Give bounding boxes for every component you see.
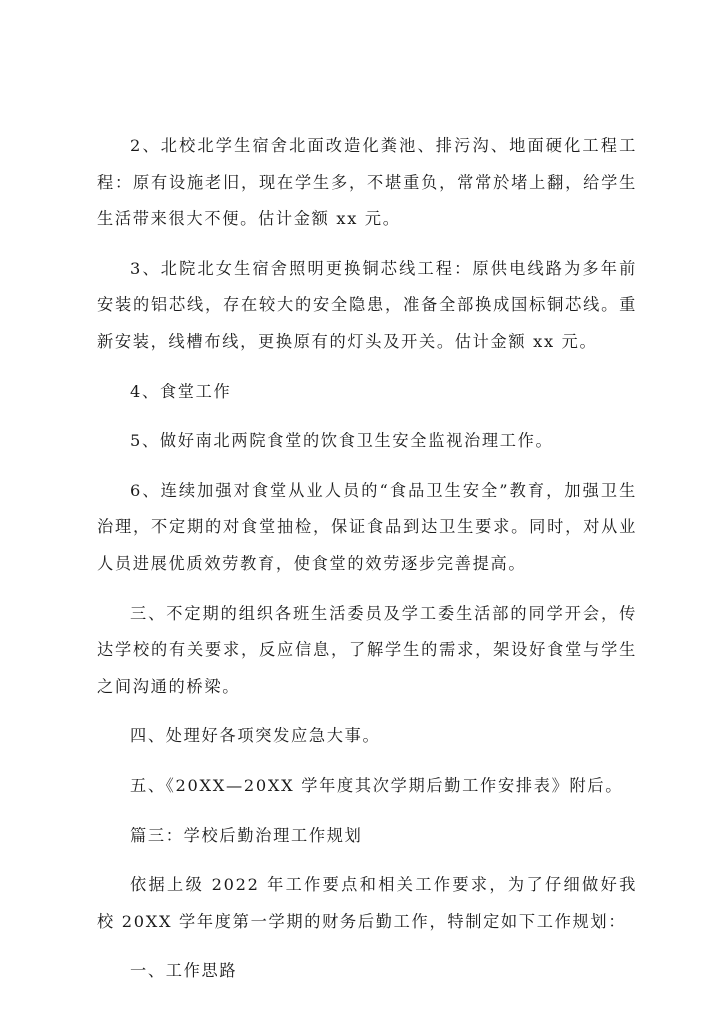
paragraph-item-6-staff-education: 6、连续加强对食堂从业人员的“食品卫生安全”教育，加强卫生治理，不定期的对食堂抽检，保证食品到达卫生要求。同时，对从业人员进展优质效劳教育，使食堂的效劳逐步完善提高。 [97,480,637,573]
paragraph-item-3-wiring: 3、北院北女生宿舍照明更换铜芯线工程：原供电线路为多年前安装的铝芯线，存在较大的安全隐患，准备全部换成国标铜芯线。重新安装，线槽布线，更换原有的灯头及开关。估计金额 xx 元。 [97,258,637,351]
paragraph-section-4-emergencies: 四、处理好各项突发应急大事。 [130,726,381,746]
paragraph-item-2-renovation: 2、北校北学生宿舍北面改造化粪池、排污沟、地面硬化工程工程：原有设施老旧，现在学生多，不堪重负，常常於堵上翻，给学生生活带来很大不便。估计金额 xx 元。 [97,136,637,229]
paragraph-item-5-food-safety: 5、做好南北两院食堂的饮食卫生安全监视治理工作。 [130,431,554,451]
paragraph-section-5-schedule: 五、《20XX—20XX 学年度其次学期后勤工作安排表》附后。 [130,775,624,795]
chapter-heading: 篇三：学校后勤治理工作规划 [130,825,363,845]
paragraph-section-3-meetings: 三、不定期的组织各班生活委员及学工委生活部的同学开会，传达学校的有关要求，反应信息，了解学生的需求，架设好食堂与学生之间沟通的桥梁。 [97,603,637,696]
paragraph-item-4-canteen: 4、食堂工作 [130,381,232,401]
paragraph-intro: 依据上级 2022 年工作要点和相关工作要求，为了仔细做好我校 20XX 学年度第一学期的财务后勤工作，特制定如下工作规划： [97,875,637,931]
document-body [97,128,637,990]
section-heading-work-approach: 一、工作思路 [130,961,238,981]
